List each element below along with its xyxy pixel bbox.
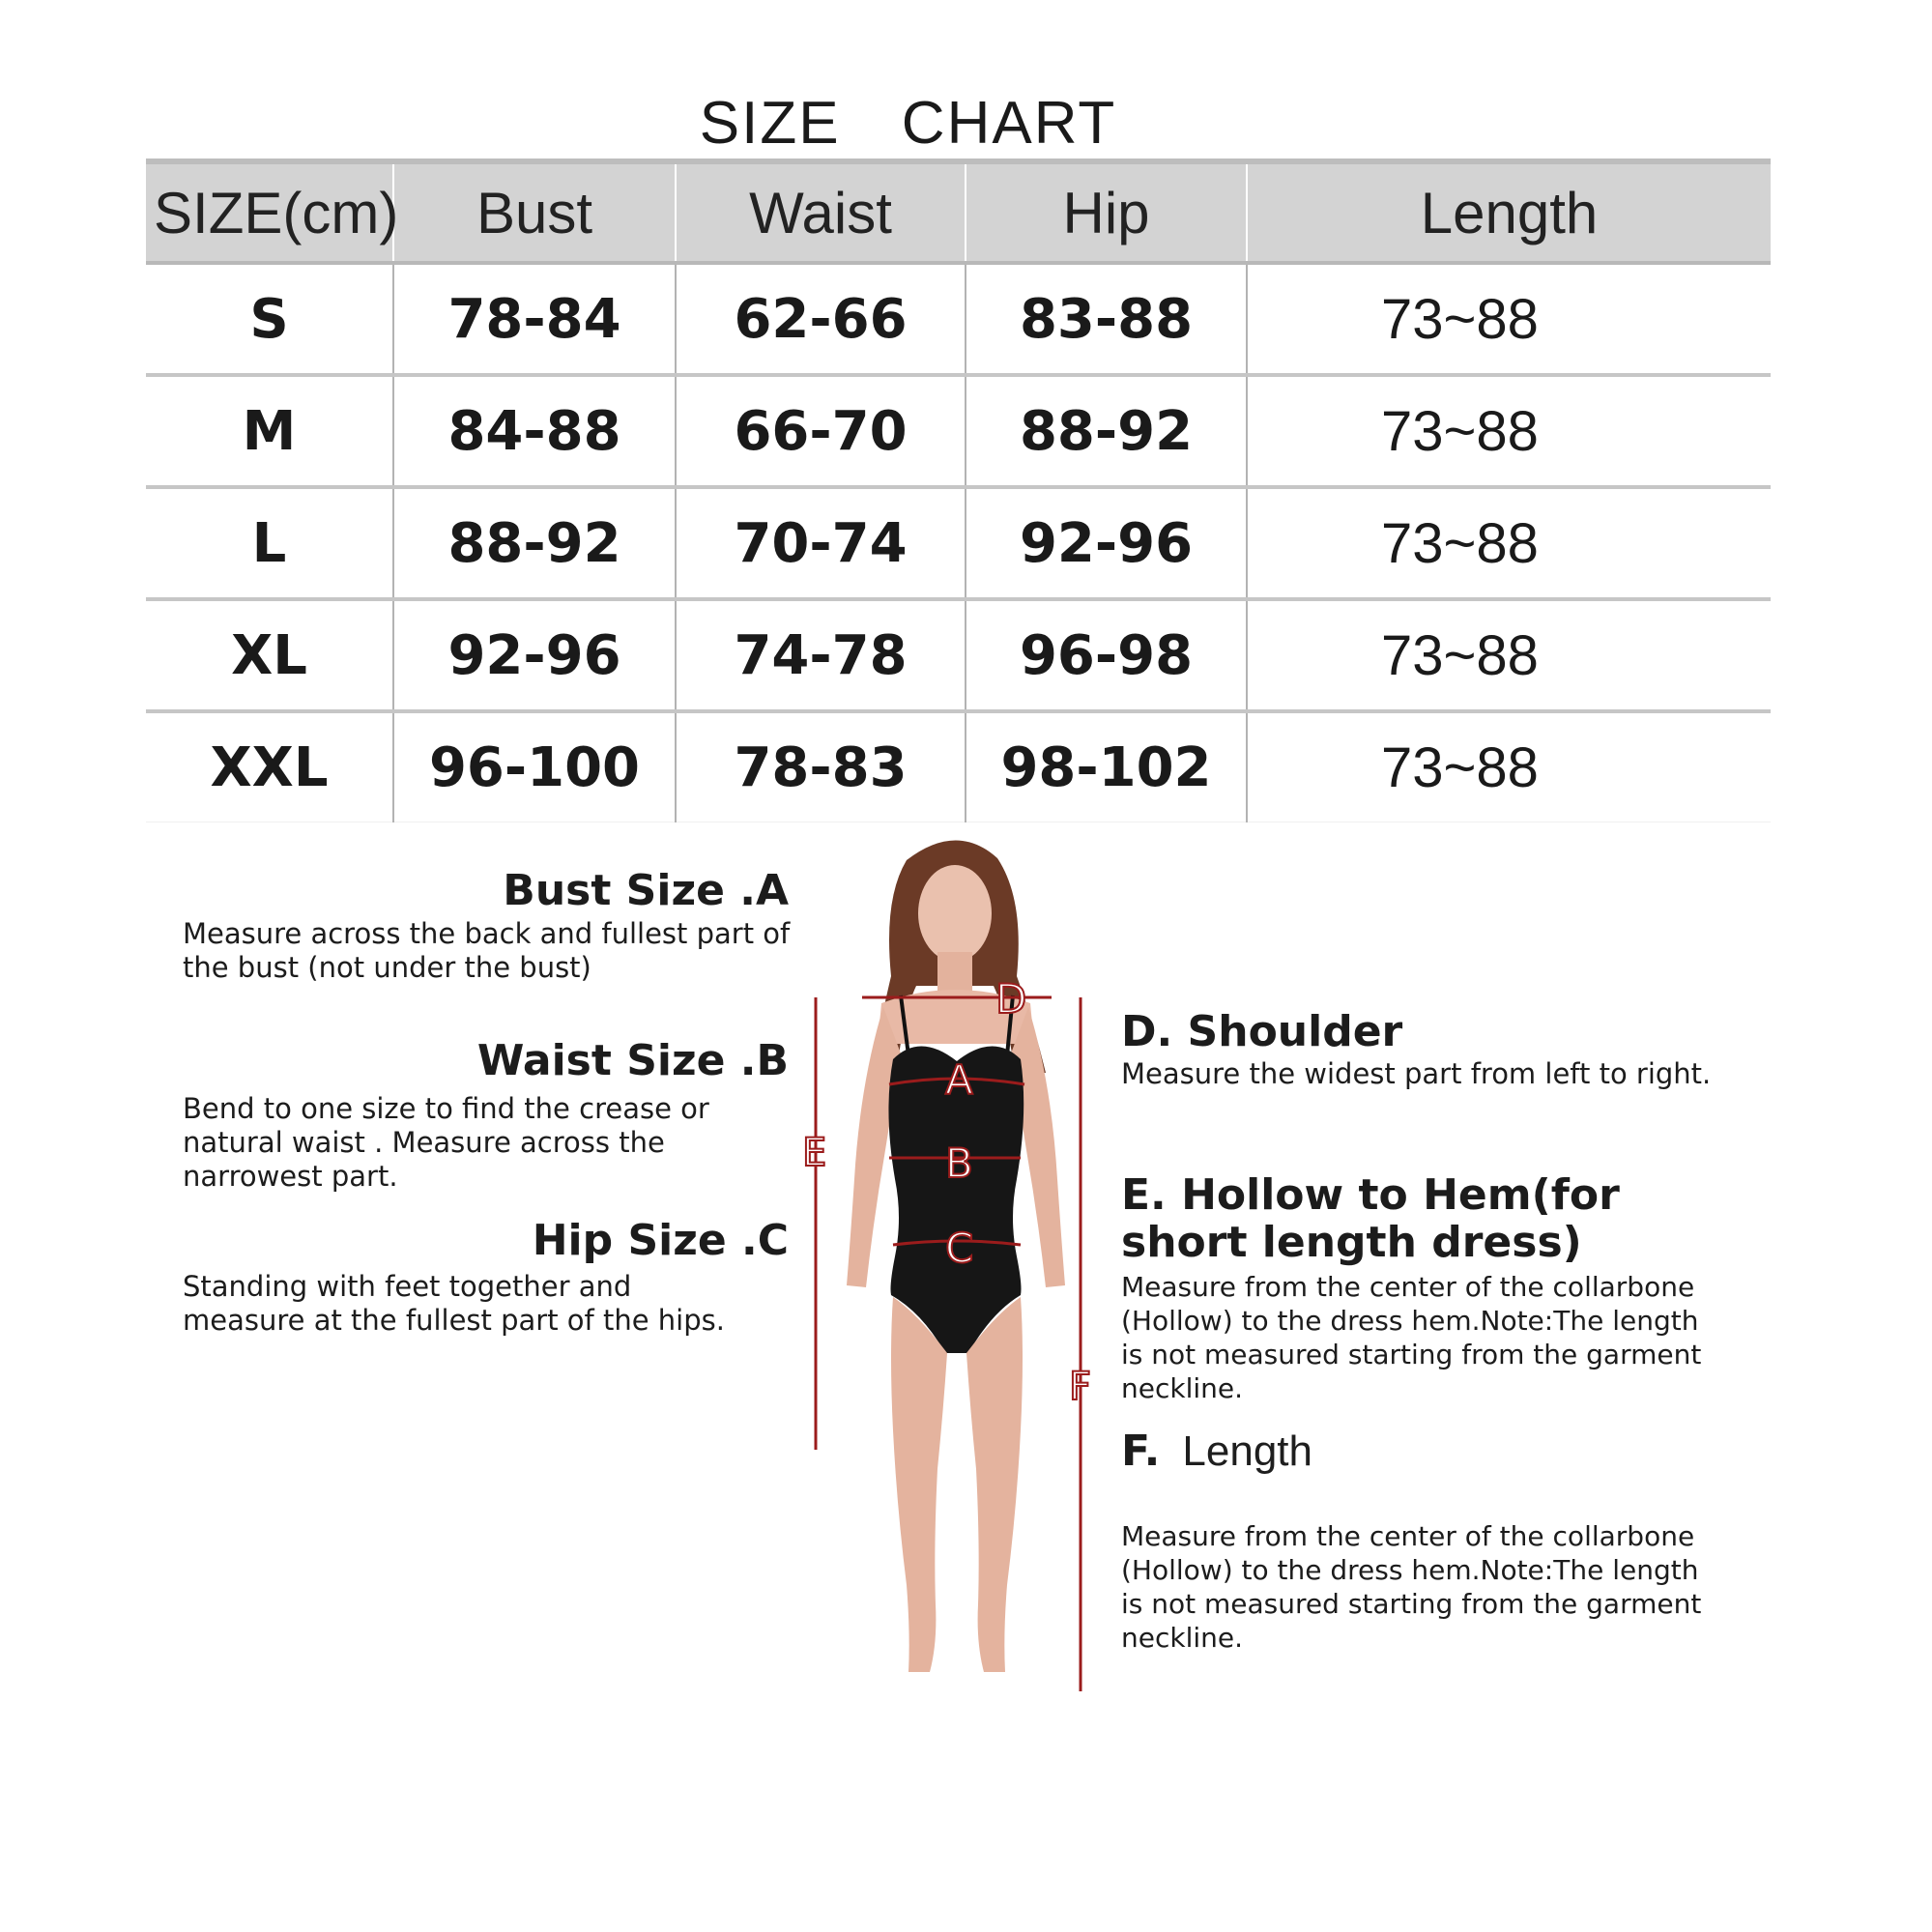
model-figure-illustration — [793, 831, 1121, 1701]
size-cell: XL — [146, 599, 393, 711]
bust-size-heading: Bust Size .A — [503, 866, 789, 915]
length-cell: 73~88 — [1247, 487, 1771, 599]
table-header-row — [146, 161, 1771, 263]
length-cell: 73~88 — [1247, 711, 1771, 822]
model-right-leg — [966, 1297, 1023, 1672]
hip-cell: 88-92 — [966, 375, 1247, 487]
length-cell: 73~88 — [1247, 263, 1771, 375]
size-cell: M — [146, 375, 393, 487]
hollow-to-hem-description: Measure from the center of the collarbone (Hollow) to the dress hem.Note:The length is not measured starting from the garment neckline. — [1121, 1271, 1702, 1404]
hip-size-description: Standing with feet together and measure at the fullest part of the hips. — [183, 1270, 725, 1337]
bust-size-description: Measure across the back and fullest part of the bust (not under the bust) — [183, 917, 791, 984]
header-length: Length — [1247, 161, 1771, 263]
waist-cell: 78-83 — [676, 711, 966, 822]
marker-b: B — [945, 1139, 973, 1187]
header-size: SIZE(cm) — [146, 161, 393, 263]
waist-cell: 66-70 — [676, 375, 966, 487]
bust-cell: 84-88 — [393, 375, 676, 487]
bust-cell: 96-100 — [393, 711, 676, 822]
shoulder-heading: D. Shoulder — [1121, 1007, 1403, 1056]
header-waist: Waist — [676, 161, 966, 263]
chart-title: SIZE CHART — [699, 90, 1117, 157]
marker-a: A — [945, 1056, 973, 1104]
hip-cell: 92-96 — [966, 487, 1247, 599]
size-cell: L — [146, 487, 393, 599]
table-row — [146, 487, 1771, 599]
table-row — [146, 599, 1771, 711]
length-cell: 73~88 — [1247, 375, 1771, 487]
table-row — [146, 375, 1771, 487]
model-face — [918, 865, 992, 962]
bust-cell: 92-96 — [393, 599, 676, 711]
length-heading-letter: F. — [1121, 1427, 1161, 1476]
table-row — [146, 711, 1771, 822]
shoulder-description: Measure the widest part from left to right. — [1121, 1057, 1712, 1090]
size-cell: S — [146, 263, 393, 375]
waist-cell: 70-74 — [676, 487, 966, 599]
waist-size-heading: Waist Size .B — [476, 1036, 789, 1085]
hip-cell: 83-88 — [966, 263, 1247, 375]
hip-cell: 98-102 — [966, 711, 1247, 822]
size-cell: XXL — [146, 711, 393, 822]
hollow-to-hem-heading: E. Hollow to Hem(for short length dress) — [1121, 1170, 1620, 1267]
header-hip: Hip — [966, 161, 1247, 263]
waist-size-description: Bend to one size to find the crease or natural waist . Measure across the narrowest part. — [183, 1092, 709, 1193]
waist-cell: 62-66 — [676, 263, 966, 375]
marker-e: E — [802, 1131, 827, 1175]
marker-c: C — [945, 1225, 974, 1272]
bust-cell: 78-84 — [393, 263, 676, 375]
marker-d: D — [995, 975, 1027, 1023]
waist-cell: 74-78 — [676, 599, 966, 711]
hip-size-heading: Hip Size .C — [532, 1216, 789, 1265]
model-neck — [937, 952, 972, 991]
marker-f: F — [1069, 1365, 1092, 1409]
length-cell: 73~88 — [1247, 599, 1771, 711]
bust-cell: 88-92 — [393, 487, 676, 599]
model-left-leg — [891, 1297, 947, 1672]
size-table — [146, 159, 1771, 822]
length-heading-word: Length — [1182, 1427, 1312, 1475]
hip-cell: 96-98 — [966, 599, 1247, 711]
header-bust: Bust — [393, 161, 676, 263]
table-row — [146, 263, 1771, 375]
length-heading — [1121, 1427, 1312, 1476]
length-description: Measure from the center of the collarbone (Hollow) to the dress hem.Note:The length is not measured starting from the garment neckline. — [1121, 1520, 1702, 1654]
